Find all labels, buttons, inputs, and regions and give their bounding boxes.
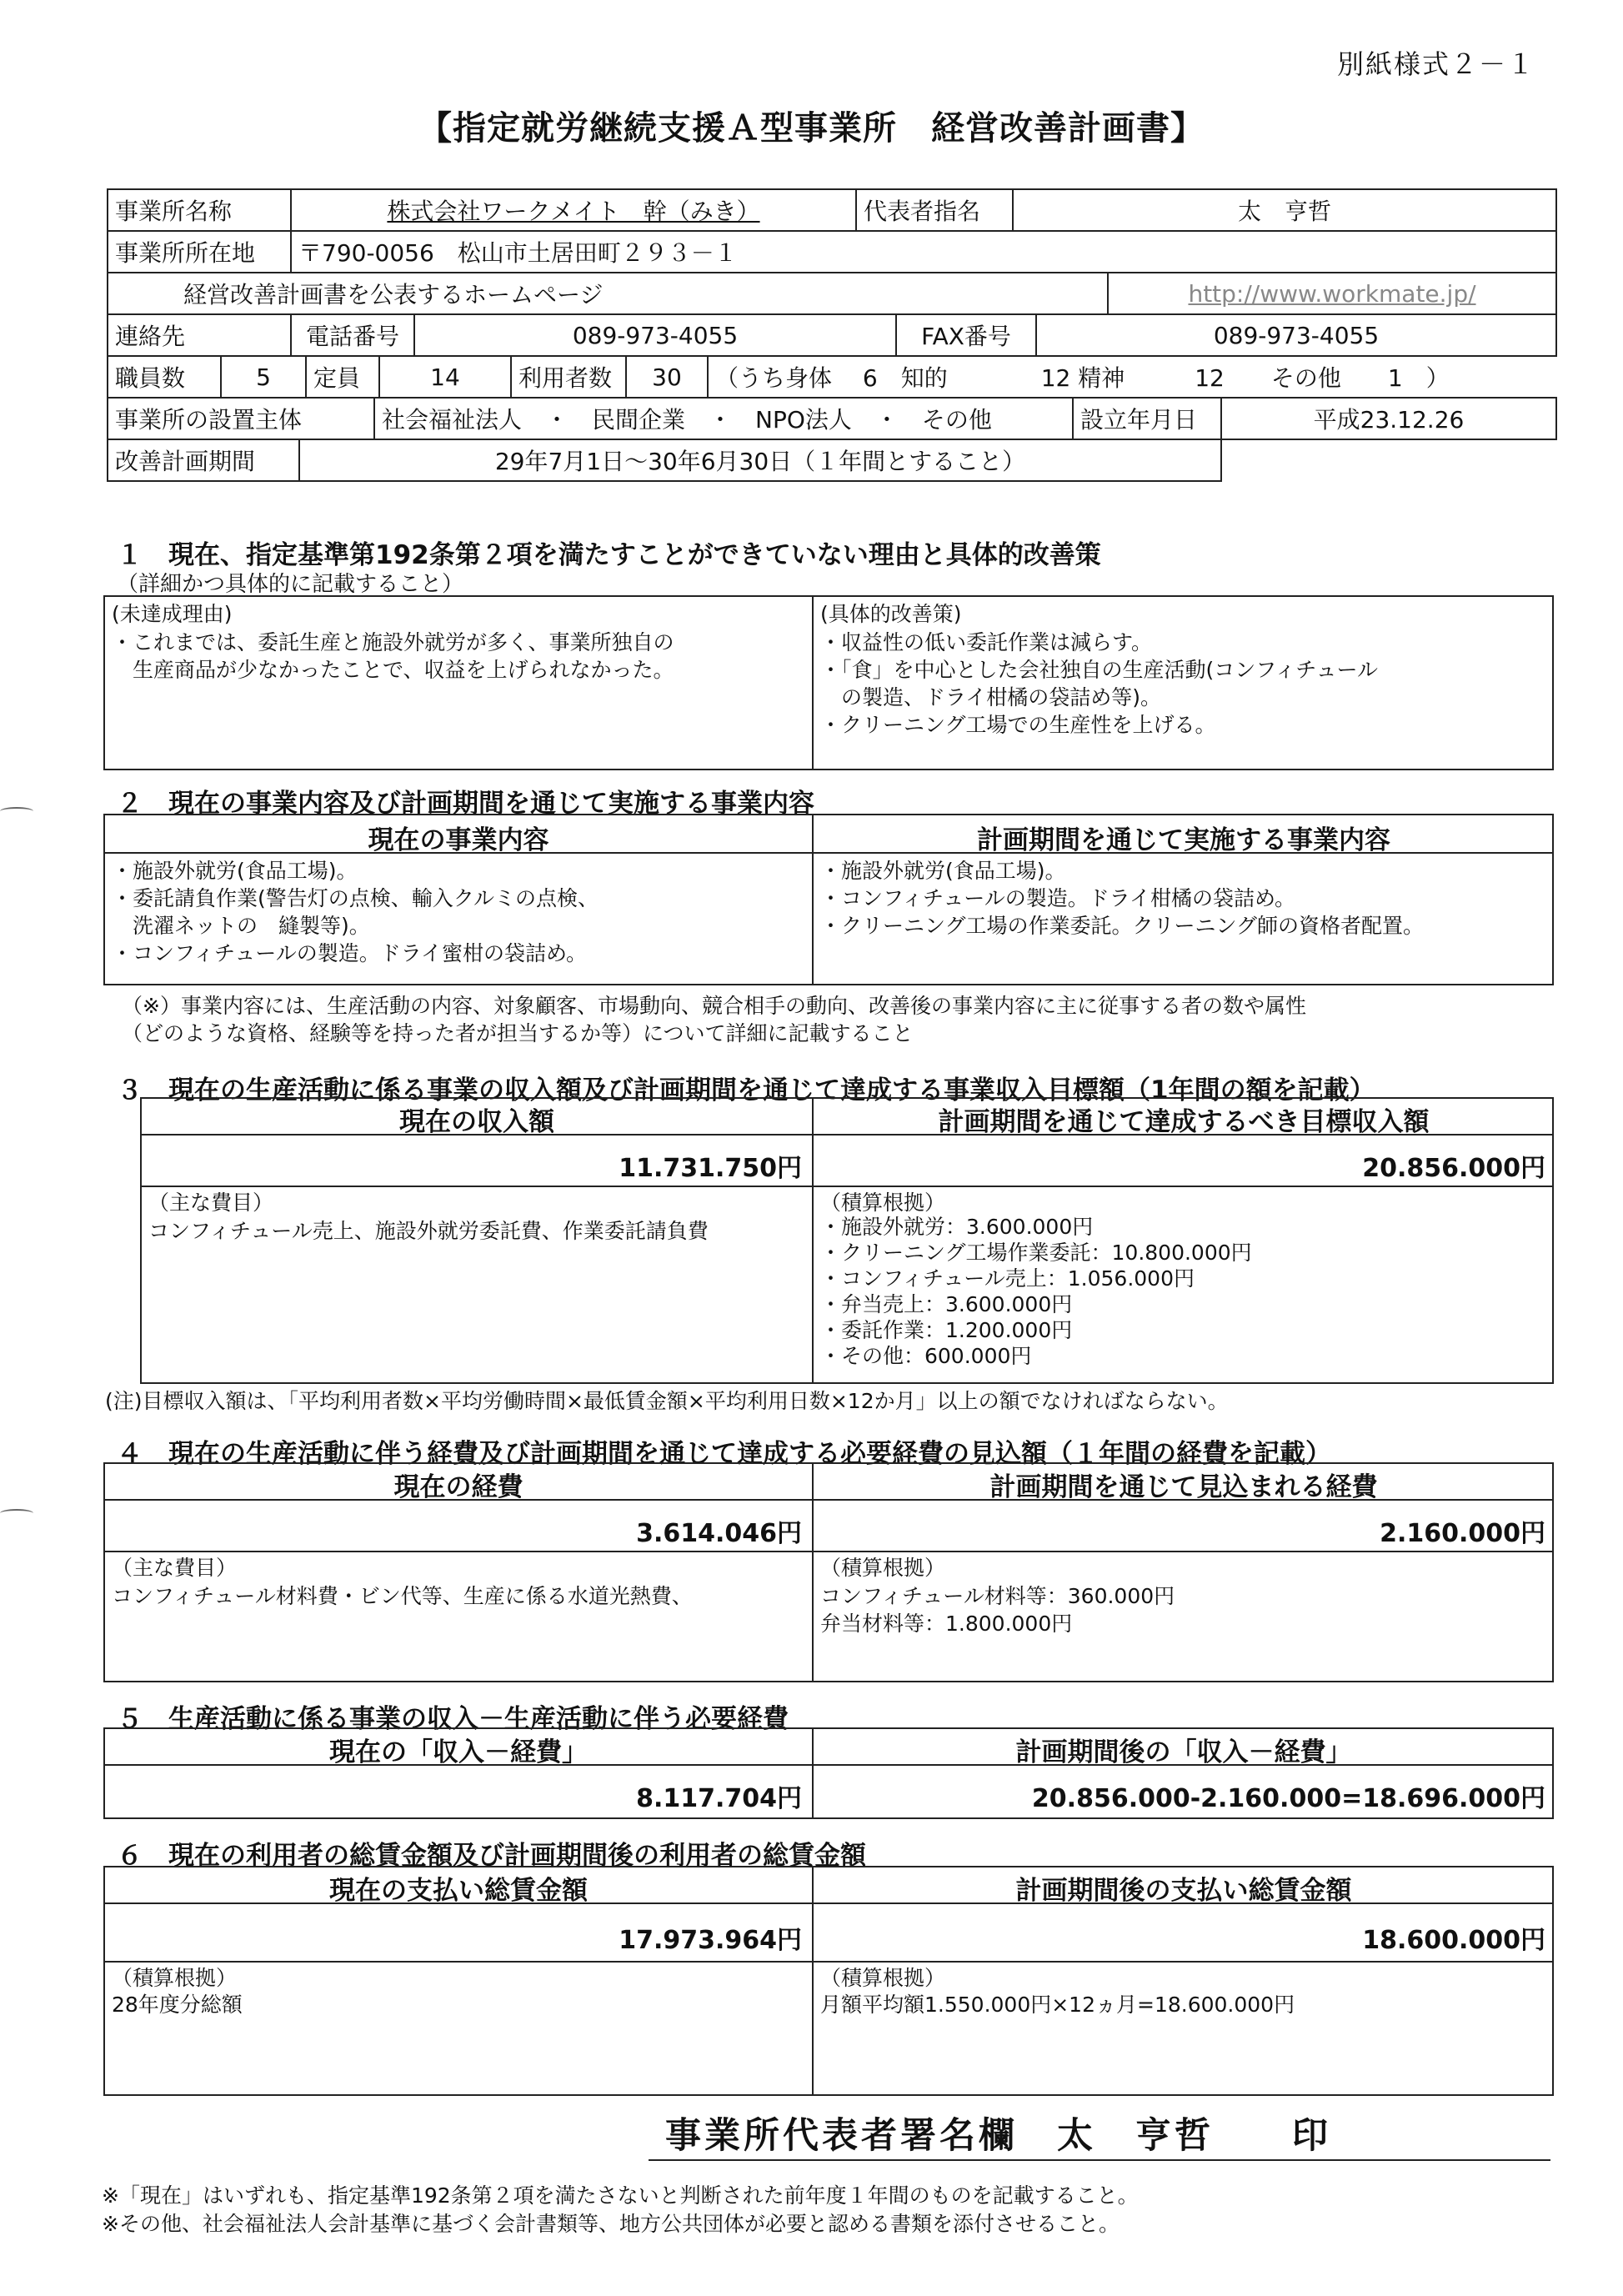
users-breakdown: （うち身体 6 知的 12 精神 12 その他 1 ）	[708, 356, 1557, 398]
section-2-note: （※）事業内容には、生産活動の内容、対象顧客、市場動向、競合相手の動向、改善後の事業内容に主に従事する者の数や属性 （どのような資格、経験等を持った者が担当するか等）について詳細に記載すること	[122, 994, 1306, 1045]
section-6-left-label: （積算根拠）	[112, 1966, 238, 1990]
homepage-link[interactable]: http://www.workmate.jp/	[1108, 273, 1556, 314]
section-5-planned-amount: 20.856.000-2.160.000=18.696.000円	[1031, 1784, 1545, 1813]
section-1-heading: １ 現在、指定基準第192条第２項を満たすことができていない理由と具体的改善策	[117, 540, 1101, 570]
representative-signature: 事業所代表者署名欄 太 亨哲 印	[665, 2115, 1331, 2157]
section-3-note: (注)目標収入額は、「平均利用者数×平均労働時間×最低賃金額×平均利用日数×12か月」以上の額でなければならない。	[105, 1389, 1229, 1413]
section-5-current-amount: 8.117.704円	[636, 1784, 802, 1813]
section-2-left-title: 現在の事業内容	[368, 825, 549, 855]
info-table-row-7	[107, 439, 1222, 482]
section-3-right-title: 計画期間を通じて達成するべき目標収入額	[938, 1107, 1430, 1137]
section-3-current-amount: 11.731.750円	[619, 1154, 802, 1183]
section-4-left-text: コンフィチュール材料費・ビン代等、生産に係る水道光熱費、	[112, 1584, 693, 1608]
section-3-left-label: （主な費目）	[148, 1191, 274, 1215]
staff-label: 職員数	[108, 356, 221, 398]
section-5-box	[103, 1727, 1554, 1819]
fax-label: FAX番号	[896, 314, 1036, 356]
section-1-left-text: ・これまでは、委託生産と施設外就労が多く、事業所独自の 生産商品が少なかったことで、収益を上げられなかった。	[112, 630, 674, 682]
signature-underline	[649, 2159, 1550, 2161]
section-3-heading: ３ 現在の生産活動に係る事業の収入額及び計画期間を通じて達成する事業収入目標額（1年間の額を記載）	[117, 1075, 1375, 1105]
tel-label: 電話番号	[291, 314, 414, 356]
period-value: 29年7月1日～30年6月30日（１年間とすること）	[299, 439, 1221, 481]
section-4-right-title: 計画期間を通じて見込まれる経費	[989, 1472, 1378, 1502]
scan-margin-mark	[0, 1509, 33, 1517]
contact-label: 連絡先	[108, 314, 291, 356]
section-2-right-title: 計画期間を通じて実施する事業内容	[977, 825, 1390, 855]
section-4-box	[103, 1462, 1554, 1682]
period-label: 改善計画期間	[108, 439, 299, 481]
section-6-planned-amount: 18.600.000円	[1362, 1926, 1545, 1955]
section-3-right-label: （積算根拠）	[820, 1191, 946, 1215]
scan-margin-mark	[0, 807, 33, 815]
section-1-box	[103, 595, 1554, 770]
section-5-heading: ５ 生産活動に係る事業の収入－生産活動に伴う必要経費	[117, 1704, 789, 1734]
founder-label: 事業所の設置主体	[108, 398, 374, 439]
section-4-right-label: （積算根拠）	[820, 1556, 946, 1580]
section-6-right-text: 月額平均額1.550.000円×12ヵ月=18.600.000円	[820, 1993, 1295, 2017]
section-2-heading: ２ 現在の事業内容及び計画期間を通じて実施する事業内容	[117, 789, 814, 819]
established-value: 平成23.12.26	[1221, 398, 1556, 439]
info-table-row-1	[107, 188, 1557, 232]
founder-value: 社会福祉法人 ・ 民間企業 ・ NPO法人 ・ その他	[374, 398, 1073, 439]
name-value: 株式会社ワークメイト 幹（みき）	[291, 189, 856, 231]
section-2-left-text: ・施設外就労(食品工場)。 ・委託請負作業(警告灯の点検、輸入クルミの点検、 洗濯ネットの 縫製等)。 ・コンフィチュールの製造。ドライ蜜柑の袋詰め。	[112, 859, 599, 965]
footnote-1: ※「現在」はいずれも、指定基準192条第２項を満たさないと判断された前年度１年間のものを記載すること。	[102, 2183, 1139, 2208]
section-1-right-label: (具体的改善策)	[820, 602, 962, 626]
address-value: 〒790-0056 松山市土居田町２９３－１	[291, 231, 1556, 273]
info-table-row-3	[107, 272, 1557, 315]
section-6-box	[103, 1866, 1554, 2096]
info-table-row-4	[107, 313, 1557, 357]
capacity-value: 14	[379, 356, 511, 398]
document-form-id: 別紙様式２－１	[1336, 48, 1535, 80]
section-4-left-label: （主な費目）	[112, 1556, 238, 1580]
established-label: 設立年月日	[1073, 398, 1221, 439]
rep-label: 代表者指名	[856, 189, 1013, 231]
section-2-right-text: ・施設外就労(食品工場)。 ・コンフィチュールの製造。ドライ柑橘の袋詰め。 ・クリーニング工場の作業委託。クリーニング師の資格者配置。	[820, 859, 1425, 938]
section-4-projected-amount: 2.160.000円	[1380, 1519, 1545, 1548]
footnote-2: ※その他、社会福祉法人会計基準に基づく会計書類等、地方公共団体が必要と認める書類を添付させること。	[102, 2212, 1120, 2236]
section-3-target-amount: 20.856.000円	[1362, 1154, 1545, 1183]
section-4-right-text: コンフィチュール材料等：360.000円 弁当材料等：1.800.000円	[820, 1584, 1175, 1636]
section-1-right-text: ・収益性の低い委託作業は減らす。 ・「食」を中心とした会社独自の生産活動(コンフィチュール の製造、ドライ柑橘の袋詰め等)。 ・クリーニング工場での生産性を上げる。	[820, 630, 1379, 737]
section-3-left-text: コンフィチュール売上、施設外就労委託費、作業委託請負費	[148, 1219, 709, 1243]
tel-value: 089-973-4055	[414, 314, 896, 356]
section-1-left-label: (未達成理由)	[112, 602, 233, 626]
section-5-left-title: 現在の「収入－経費」	[329, 1737, 588, 1767]
fax-value: 089-973-4055	[1036, 314, 1556, 356]
staff-value: 5	[221, 356, 306, 398]
info-table-row-6	[107, 397, 1557, 440]
users-label: 利用者数	[511, 356, 626, 398]
info-table-row-2	[107, 230, 1557, 273]
address-label: 事業所所在地	[108, 231, 291, 273]
page-title: 【指定就労継続支援Ａ型事業所 経営改善計画書】	[418, 109, 1205, 148]
section-4-current-amount: 3.614.046円	[636, 1519, 802, 1548]
users-value: 30	[626, 356, 708, 398]
section-6-right-label: （積算根拠）	[820, 1966, 946, 1990]
rep-value: 太 亨哲	[1013, 189, 1556, 231]
section-3-left-title: 現在の収入額	[399, 1107, 554, 1137]
name-label: 事業所名称	[108, 189, 291, 231]
section-2-box	[103, 814, 1554, 985]
section-5-right-title: 計画期間後の「収入－経費」	[1015, 1737, 1352, 1767]
section-6-left-title: 現在の支払い総賃金額	[329, 1876, 588, 1906]
section-6-heading: ６ 現在の利用者の総賃金額及び計画期間後の利用者の総賃金額	[117, 1841, 866, 1871]
section-3-right-text: ・施設外就労：3.600.000円 ・クリーニング工場作業委託：10.800.000円 ・コンフィチュール売上：1.056.000円 ・弁当売上：3.600.000円 ・委託作業：1.200.000円 ・その他：600.000円	[820, 1215, 1252, 1368]
info-table-row-5	[107, 355, 1557, 399]
section-3-box	[140, 1097, 1554, 1384]
section-6-right-title: 計画期間後の支払い総賃金額	[1015, 1876, 1352, 1906]
section-4-left-title: 現在の経費	[393, 1472, 523, 1502]
section-1-subheading: （詳細かつ具体的に記載すること）	[117, 572, 464, 597]
section-6-left-text: 28年度分総額	[112, 1993, 243, 2017]
homepage-label: 経営改善計画書を公表するホームページ	[108, 273, 1108, 314]
section-4-heading: ４ 現在の生産活動に伴う経費及び計画期間を通じて達成する必要経費の見込額（１年間の経費を記載）	[117, 1439, 1331, 1469]
section-6-current-amount: 17.973.964円	[619, 1926, 802, 1955]
capacity-label: 定員	[306, 356, 379, 398]
